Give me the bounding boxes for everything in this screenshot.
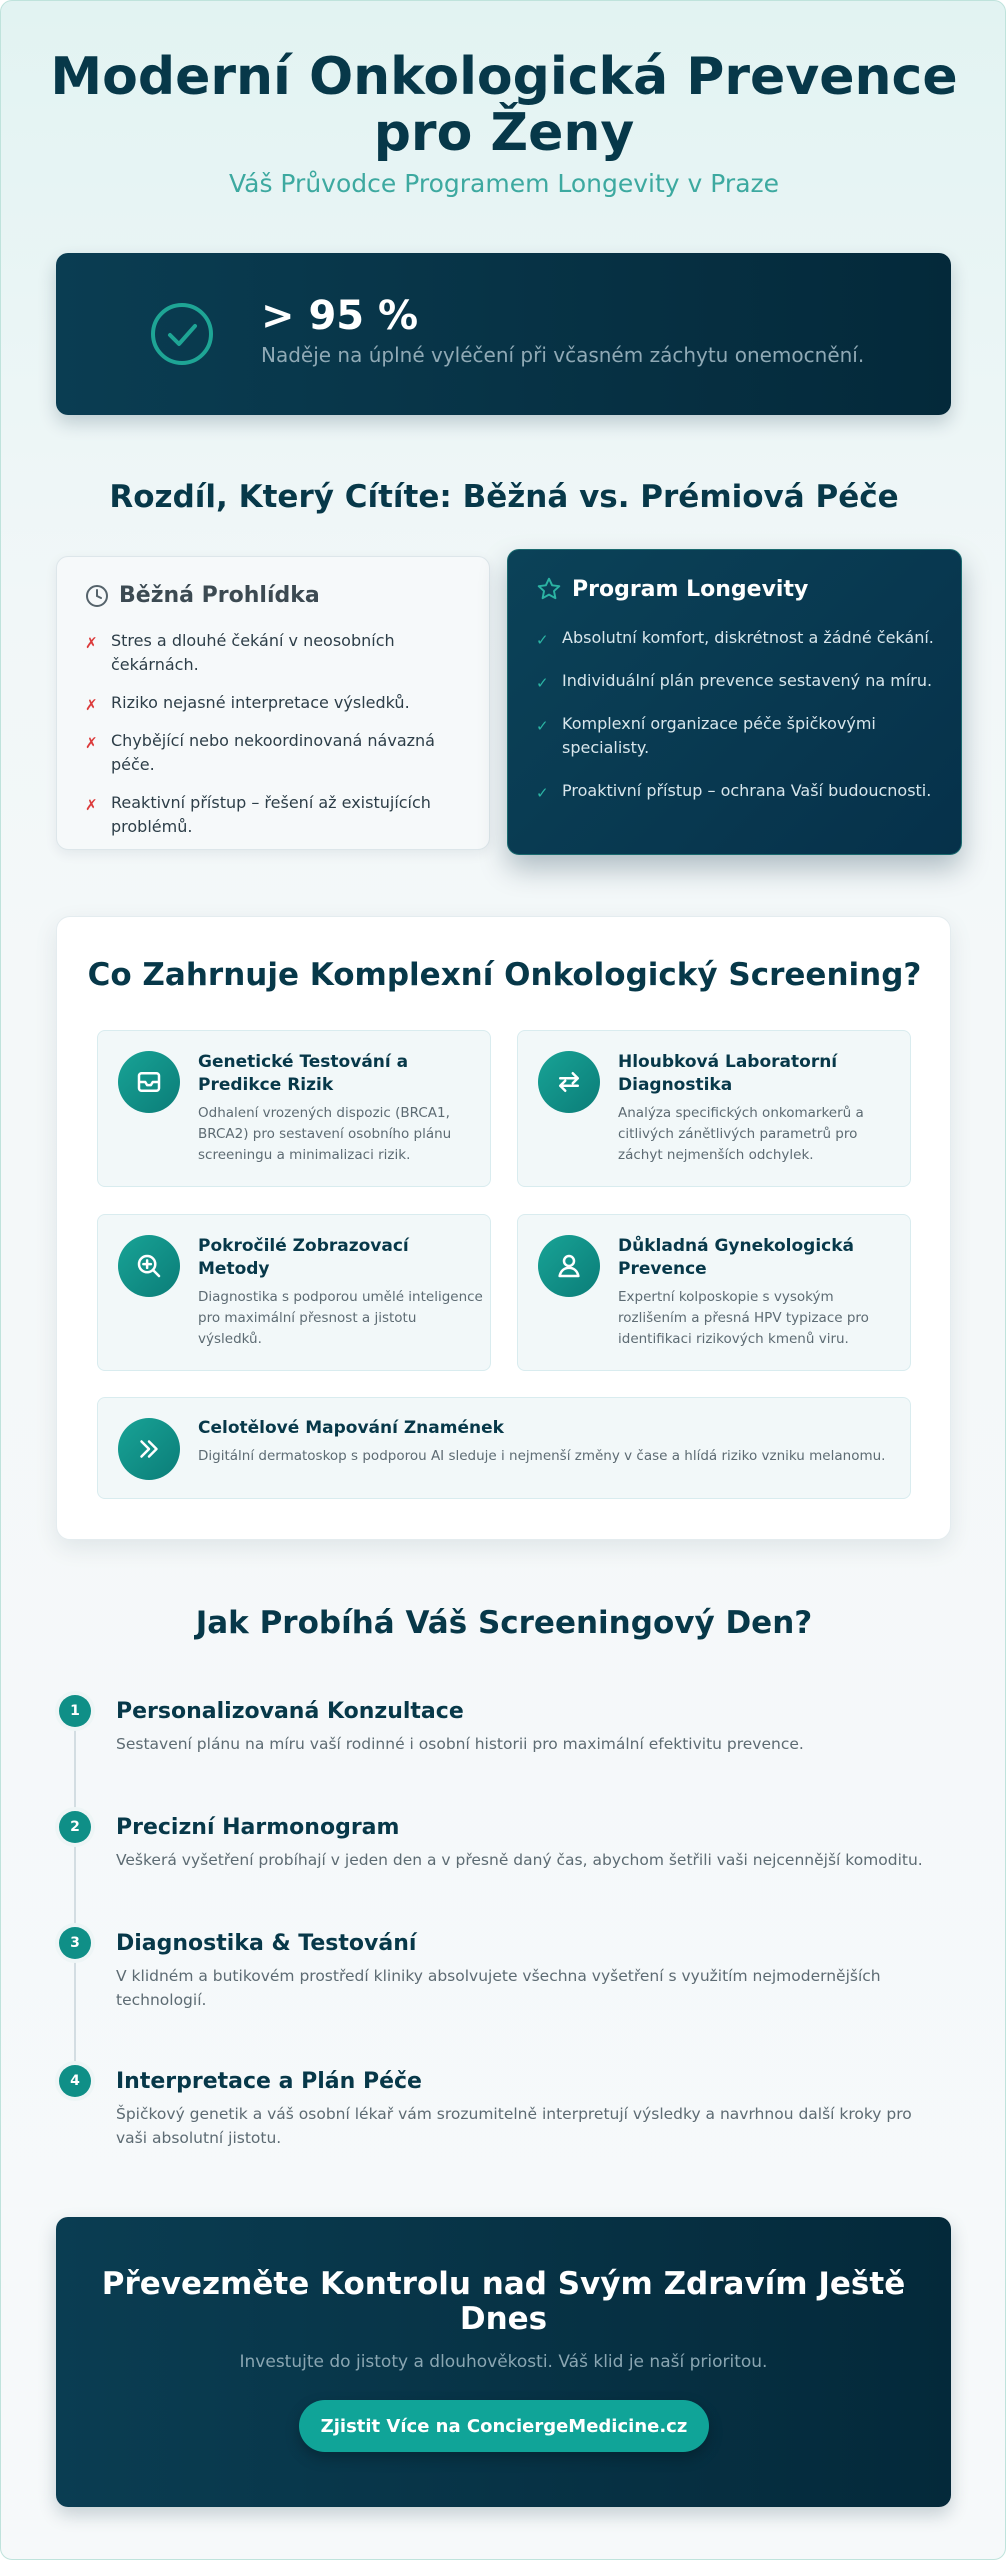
step-number: 4 [59, 2065, 91, 2097]
basic-checkup-card [56, 556, 490, 850]
step-description: V klidném a butikovém prostředí kliniky absolvujete všechna vyšetření s využitím nejmodernějších technologií. [116, 1967, 881, 2009]
screening-section [56, 916, 951, 1540]
stat-banner [56, 253, 951, 415]
basic-checkup-header [85, 583, 320, 608]
check-icon: ✓ [536, 717, 549, 735]
cta-banner [56, 2217, 951, 2507]
screening-title: Co Zahrnuje Komplexní Onkologický Screening? [87, 957, 922, 993]
check-circle-icon [148, 300, 216, 368]
longevity-program-card [507, 549, 962, 855]
comparison-title: Rozdíl, Který Cítíte: Běžná vs. Prémiová Péče [109, 479, 899, 515]
list-item-text: Riziko nejasné interpretace výsledků. [111, 693, 410, 712]
clock-icon [85, 584, 109, 608]
list-item [85, 691, 475, 715]
feature-description: Expertní kolposkopie s vysokým rozlišením a přesná HPV typizace pro identifikaci rizikových kmenů viru. [618, 1289, 869, 1347]
page-subtitle: Váš Průvodce Programem Longevity v Praze [228, 169, 780, 198]
check-icon: ✓ [536, 674, 549, 692]
longevity-program-list [536, 626, 946, 822]
page-title [1, 49, 1006, 161]
user-icon [538, 1235, 600, 1297]
list-item-text: Stres a dlouhé čekání v neosobních čekárnách. [111, 631, 395, 674]
step-number: 1 [59, 1695, 91, 1727]
feature-mole-mapping [97, 1397, 911, 1499]
cta-title: Převezměte Kontrolu nad Svým Zdravím Ještě Dnes [101, 2266, 906, 2337]
feature-title: Hloubková Laboratorní Diagnostika [618, 1052, 838, 1095]
feature-title: Pokročilé Zobrazovací Metody [198, 1236, 409, 1279]
feature-description: Diagnostika s podporou umělé inteligence pro maximální přesnost a jistotu výsledků. [198, 1289, 483, 1347]
cross-icon: ✗ [85, 734, 98, 752]
feature-description: Analýza specifických onkomarkerů a citlivých zánětlivých parametrů pro záchyt nejmenších odchylek. [618, 1105, 864, 1163]
step-description: Špičkový genetik a váš osobní lékař vám srozumitelně interpretují výsledky a navrhnou další kroky pro vaši absolutní jistotu. [116, 2105, 912, 2147]
check-icon: ✓ [536, 631, 549, 649]
step-title: Diagnostika & Testování [116, 1931, 417, 1956]
timeline-line [74, 1711, 76, 2081]
learn-more-button[interactable]: Zjistit Více na ConciergeMedicine.cz [299, 2400, 709, 2452]
basic-checkup-title: Běžná Prohlídka [119, 583, 320, 608]
check-icon: ✓ [536, 784, 549, 802]
step-number: 3 [59, 1927, 91, 1959]
list-item-text: Proaktivní přístup – ochrana Vaší budoucnosti. [562, 781, 932, 800]
list-item [85, 791, 475, 839]
feature-description: Odhalení vrozených dispozic (BRCA1, BRCA2) pro sestavení osobního plánu screeningu a minimalizaci rizik. [198, 1105, 452, 1163]
step-description: Sestavení plánu na míru vaší rodinné i osobní historii pro maximální efektivitu prevence. [116, 1735, 804, 1753]
feature-description: Digitální dermatoskop s podporou AI sleduje i nejmenší změny v čase a hlídá riziko vzniku melanomu. [198, 1448, 886, 1464]
cross-icon: ✗ [85, 796, 98, 814]
list-item [536, 712, 946, 760]
list-item [536, 669, 946, 693]
cross-icon: ✗ [85, 696, 98, 714]
step-number: 2 [59, 1811, 91, 1843]
arrows-exchange-icon [538, 1051, 600, 1113]
list-item-text: Absolutní komfort, diskrétnost a žádné čekání. [562, 628, 934, 647]
step-title: Personalizovaná Konzultace [116, 1699, 464, 1724]
list-item [85, 629, 475, 677]
list-item [85, 729, 475, 777]
step-description: Veškerá vyšetření probíhají v jeden den a v přesně daný čas, abychom šetřili vaši nejcennější komoditu. [116, 1851, 923, 1869]
longevity-program-header [536, 576, 808, 602]
stat-description: Naděje na úplné vyléčení při včasném záchytu onemocnění. [261, 343, 865, 367]
list-item-text: Chybějící nebo nekoordinovaná návazná péče. [111, 731, 435, 774]
cta-description: Investujte do jistoty a dlouhověkosti. Váš klid je naší prioritou. [239, 2352, 768, 2372]
feature-genetic-testing [97, 1030, 491, 1187]
list-item-text: Individuální plán prevence sestavený na míru. [562, 671, 933, 690]
inbox-icon [118, 1051, 180, 1113]
feature-title: Důkladná Gynekologická Prevence [618, 1236, 855, 1279]
feature-title: Celotělové Mapování Znamének [198, 1418, 504, 1438]
page-title-line-2: pro Ženy [373, 103, 635, 163]
timeline-title: Jak Probíhá Váš Screeningový Den? [195, 1605, 813, 1641]
page-title-line-1: Moderní Onkologická Prevence [50, 47, 958, 107]
feature-title: Genetické Testování a Predikce Rizik [198, 1052, 409, 1095]
longevity-program-title: Program Longevity [572, 576, 809, 602]
step-title: Interpretace a Plán Péče [116, 2069, 422, 2094]
chevrons-right-icon [118, 1418, 180, 1480]
cross-icon: ✗ [85, 634, 98, 652]
list-item-text: Komplexní organizace péče špičkovými specialisty. [562, 714, 876, 757]
zoom-in-icon [118, 1235, 180, 1297]
basic-checkup-list [85, 629, 475, 853]
feature-imaging [97, 1214, 491, 1371]
list-item [536, 779, 946, 803]
step-title: Precizní Harmonogram [116, 1815, 400, 1840]
list-item [536, 626, 946, 650]
stat-value: > 95 % [261, 293, 419, 339]
list-item-text: Reaktivní přístup – řešení až existujících problémů. [111, 793, 431, 836]
feature-lab-diagnostics [517, 1030, 911, 1187]
star-icon [536, 576, 562, 602]
feature-gynecology [517, 1214, 911, 1371]
